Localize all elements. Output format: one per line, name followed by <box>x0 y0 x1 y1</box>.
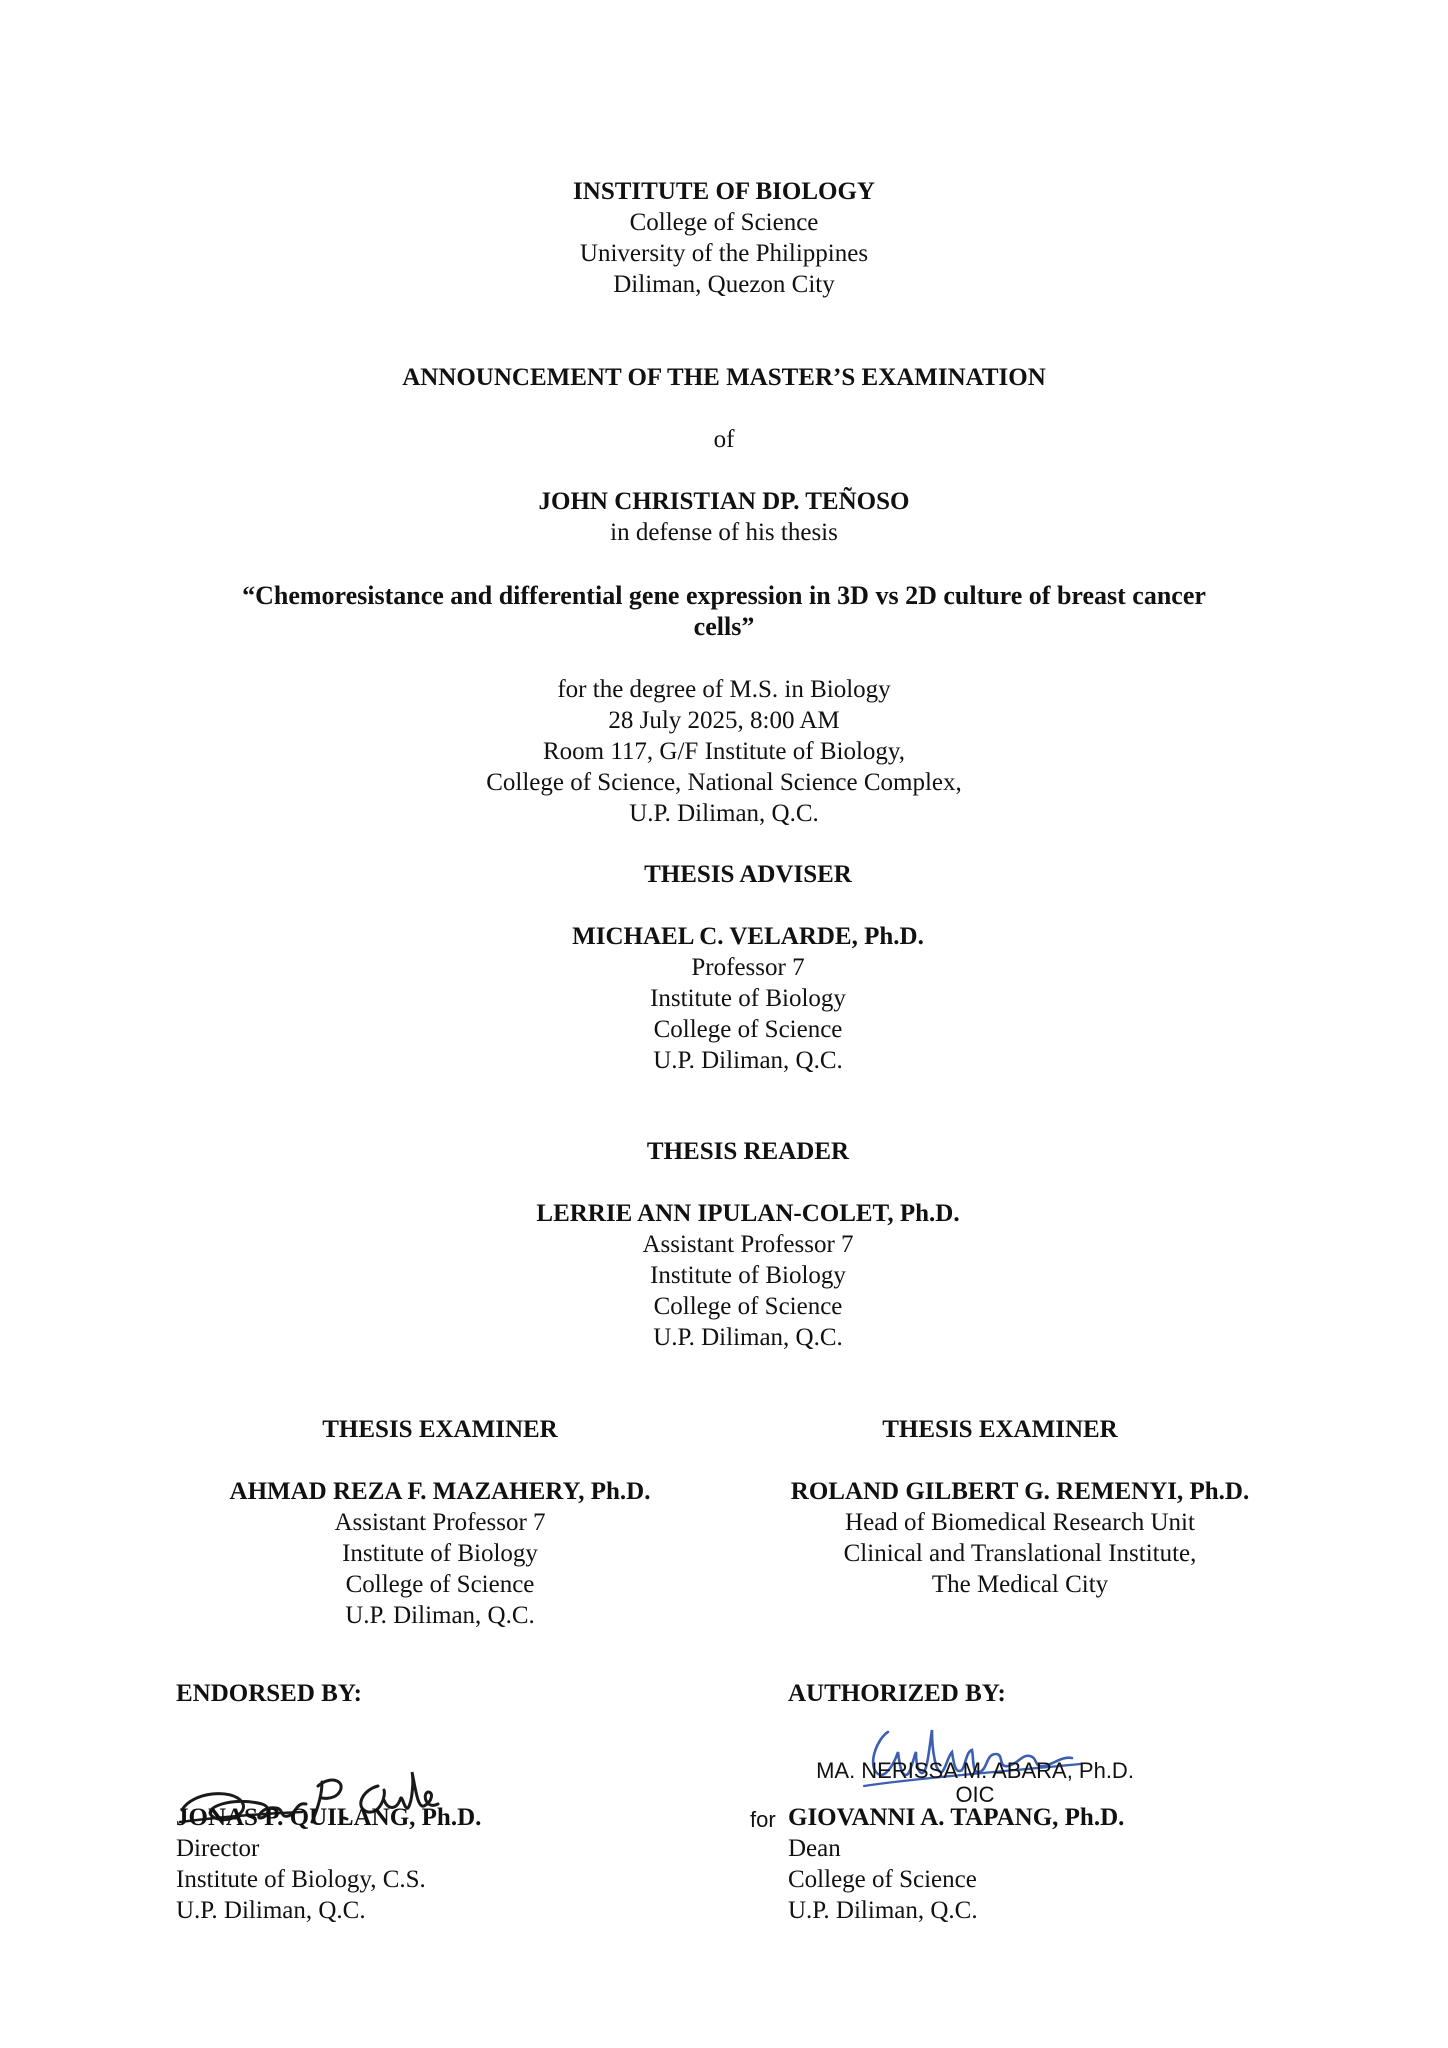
reader-heading: THESIS READER <box>646 1138 850 1165</box>
degree-text: for the degree of M.S. in Biology <box>557 676 891 703</box>
signatory-block <box>790 1758 1160 1806</box>
adviser-location: U.P. Diliman, Q.C. <box>653 1047 843 1074</box>
university-name: University of the Philippines <box>579 240 869 267</box>
spacer <box>160 1445 720 1476</box>
exam-datetime: 28 July 2025, 8:00 AM <box>608 707 840 734</box>
defense-text: in defense of his thesis <box>610 519 838 546</box>
for-label <box>750 1804 776 1835</box>
venue-line2: College of Science, National Science Complex, <box>486 769 962 796</box>
examiner2-name: ROLAND GILBERT G. REMENYI, Ph.D. <box>790 1478 1250 1505</box>
thesis-title-line2: cells” <box>693 612 755 641</box>
examiner1-block <box>160 1414 720 1631</box>
examiner2-position: Head of Biomedical Research Unit <box>845 1509 1195 1536</box>
endorser-location: U.P. Diliman, Q.C. <box>176 1897 366 1924</box>
endorser-institute: Institute of Biology, C.S. <box>176 1866 426 1893</box>
reader-location: U.P. Diliman, Q.C. <box>653 1324 843 1351</box>
examiner1-position: Assistant Professor 7 <box>334 1509 546 1536</box>
university-location: Diliman, Quezon City <box>613 271 835 298</box>
candidate-name: JOHN CHRISTIAN DP. TEÑOSO <box>538 488 910 515</box>
endorsed-heading <box>176 1678 362 1709</box>
endorser-name: JONAS P. QUILANG, Ph.D. <box>176 1804 482 1831</box>
endorser-position: Director <box>176 1835 260 1862</box>
examiner1-heading: THESIS EXAMINER <box>322 1416 558 1443</box>
institute-title: INSTITUTE OF BIOLOGY <box>573 178 875 205</box>
authorizer-location: U.P. Diliman, Q.C. <box>788 1897 978 1924</box>
authorizer-position: Dean <box>788 1835 841 1862</box>
venue-line3: U.P. Diliman, Q.C. <box>629 800 819 827</box>
adviser-name: MICHAEL C. VELARDE, Ph.D. <box>572 923 924 950</box>
thesis-title-line1: “Chemoresistance and differential gene expression in 3D vs 2D culture of breast cancer <box>242 581 1206 610</box>
authorizer-name: GIOVANNI A. TAPANG, Ph.D. <box>788 1804 1125 1831</box>
adviser-college: College of Science <box>653 1016 843 1043</box>
authorized-heading <box>788 1678 1006 1709</box>
for-label-text: for <box>750 1807 776 1832</box>
reader-college: College of Science <box>653 1293 843 1320</box>
authorized-heading-text: AUTHORIZED BY: <box>788 1680 1006 1707</box>
spacer <box>720 1445 1320 1476</box>
authorizer-block <box>788 1802 1124 1926</box>
adviser-position: Professor 7 <box>691 954 805 981</box>
of-text: of <box>713 426 735 453</box>
examiner1-institute: Institute of Biology <box>342 1540 538 1567</box>
authorizer-college: College of Science <box>788 1866 977 1893</box>
endorsed-heading-text: ENDORSED BY: <box>176 1680 362 1707</box>
examiner2-affiliation: Clinical and Translational Institute, <box>843 1540 1197 1567</box>
examiner2-block <box>720 1414 1320 1600</box>
venue-line1: Room 117, G/F Institute of Biology, <box>542 738 906 765</box>
examiner2-organization: The Medical City <box>931 1571 1109 1598</box>
endorser-block <box>176 1802 481 1926</box>
college-name: College of Science <box>629 209 819 236</box>
examiner1-name: AHMAD REZA F. MAZAHERY, Ph.D. <box>229 1478 651 1505</box>
reader-institute: Institute of Biology <box>650 1262 846 1289</box>
adviser-heading: THESIS ADVISER <box>644 861 852 888</box>
examiner1-location: U.P. Diliman, Q.C. <box>345 1602 535 1629</box>
examiner2-heading: THESIS EXAMINER <box>882 1416 1118 1443</box>
adviser-institute: Institute of Biology <box>650 985 846 1012</box>
reader-position: Assistant Professor 7 <box>642 1231 854 1258</box>
signatory-name: MA. NERISSA M. ABARA, Ph.D. <box>816 1758 1134 1783</box>
announcement-title: ANNOUNCEMENT OF THE MASTER’S EXAMINATION <box>402 364 1046 391</box>
examiner1-college: College of Science <box>345 1571 535 1598</box>
reader-name: LERRIE ANN IPULAN-COLET, Ph.D. <box>536 1200 960 1227</box>
signatory-role: OIC <box>955 1782 995 1807</box>
